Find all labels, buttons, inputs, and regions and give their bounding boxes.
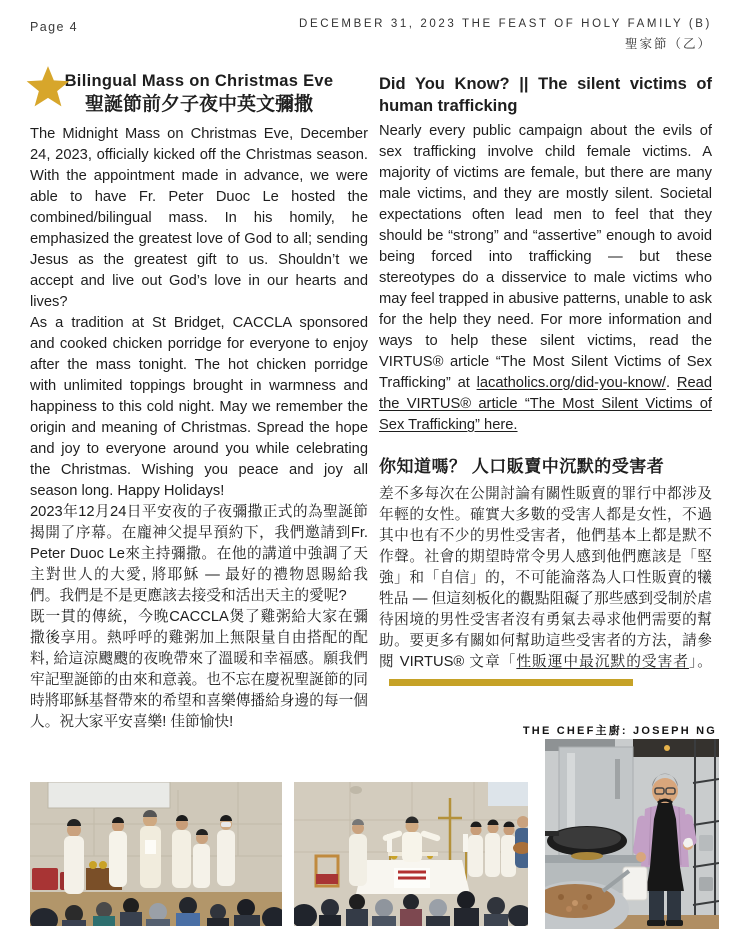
- masthead-subtitle-zh: 聖家節（乙）: [624, 37, 712, 51]
- photo-midnight-mass-altar-art: [294, 782, 528, 926]
- article1-paragraph-en-1: The Midnight Mass on Christmas Eve, December 24, 2023, officially kicked off the Christmas season. With the appointment made in advance, we were able to have Fr. Peter Duoc Le hosted the combined/bilingual mass. In his homily, he emphasized the greatest love of God to all; sending Jesus as the greatest gift to us. Shouldn’t we accept and live out God’s love in our hearts and lives?: [30, 126, 368, 310]
- photo-midnight-mass-clergy: [30, 782, 282, 926]
- star-icon: [26, 65, 70, 114]
- wall-sconce: [350, 786, 362, 794]
- article2-heading-zh: 你知道嗎？ 人口販賣中沉默的受害者: [379, 457, 665, 476]
- altar-servers: [468, 820, 516, 878]
- chef-photo-caption: THE CHEF主廚: JOSEPH NG: [522, 725, 717, 737]
- article1-paragraph-en-2: As a tradition at St Bridget, CACCLA sponsored and cooked chicken porridge for everyone to enjoy after the mass tonight. The hot chicken porridge with unlimited toppings brought in warmness and happiness to this cold night. May we remember the origin and meaning of Christmas. Spread the hope and joy to everyone around you while celebrating the Christmas. Wishing you peace and joy all season long. Happy Holidays!: [30, 315, 368, 499]
- projector-screen: [488, 782, 528, 806]
- masthead-date-title: DECEMBER 31, 2023 THE FEAST OF HOLY FAMILY (B): [299, 18, 712, 30]
- article1-paragraph-zh-2: 既一貫的傳統，今晚CACCLA煲了雞粥給大家在彌撒後享用。熱呼呼的雞粥加上無限量自由搭配的配料, 給這涼颼颼的夜晚帶來了溫暖和幸福感。願我們牢記聖誕節的由來和意義。也不忘在慶祝聖誕節的同時將耶穌基督帶來的希望和喜樂傳播給身邊的每一個人。祝大家平安喜樂! 佳節愉快!: [30, 609, 368, 730]
- left-column: [30, 70, 368, 733]
- photo-chef-art: [545, 739, 719, 929]
- page-number: Page 4: [30, 20, 79, 34]
- article2-zh-text: 差不多每次在公開討論有關性販賣的罪行中都涉及年輕的女性。確實大多數的受害人都是女性，不過其中也有不少的男性受害者，他們基本上都是默不作聲。社會的期望時常令男人感到他們應該是「堅強」和「自信」的，不可能淪落為人口性販賣的犧牲品 — 但這刻板化的觀點阻礙了那些感到受制於虐待困境的男性受害者沒有勇氣去尋求他們需要的幫助。要更多有關如何幫助這些受害者的方法，請參閱 VIRTUS® 文章「: [379, 486, 712, 670]
- article2-title: Did You Know? || The silent victims of human trafficking: [379, 75, 712, 115]
- article1-title-block: [30, 70, 368, 117]
- projector-screen: [48, 782, 170, 808]
- dark-ceiling: [633, 739, 719, 757]
- ceiling-light: [664, 745, 670, 751]
- virtus-article-link-en[interactable]: Read the VIRTUS® article “The Most Silent Victims of Sex Trafficking” here.: [379, 375, 712, 433]
- article2-en-separator: .: [666, 375, 677, 391]
- photo-chef-joseph-ng: [545, 739, 719, 929]
- gold-divider-bar: [389, 679, 633, 686]
- did-you-know-link[interactable]: lacatholics.org/did-you-know/: [476, 375, 667, 391]
- masthead: [299, 18, 712, 52]
- article1-paragraph-zh-1: 2023年12月24日平安夜的子夜彌撒正式的為聖誕節揭開了序幕。在龐神父提早預約下，我們邀請到Fr. Peter Duoc Le來主持彌撒。在他的講道中強調了天主對世人的大愛, 將耶穌 — 最好的禮物恩賜給我們。我們是不是更應該去接受和活出天主的愛呢?: [30, 504, 368, 604]
- right-column: [379, 73, 712, 694]
- article2-zh-closing: 」。: [688, 654, 712, 670]
- photo-midnight-mass-clergy-art: [30, 782, 282, 926]
- photo-midnight-mass-altar: [294, 782, 528, 926]
- article1-title-zh: 聖誕節前夕子夜中英文彌撒: [84, 94, 313, 115]
- article2-paragraph-en: [379, 121, 712, 436]
- virtus-article-link-zh[interactable]: 性販運中最沉默的受害者: [516, 654, 689, 670]
- article2-en-text: Nearly every public campaign about the evils of sex trafficking involve child female victims. A majority of victims are female, but there are many male victims, and they are mostly silent. Societal expectations often lead men to feel that they should be “strong” and “assertive” enough to avoid being forced into trafficking — but these stereotypes do a disservice to male victims who may feel trapped in abusive patterns, unable to ask for the help they need. For more information and ways to help these silent victims, read the VIRTUS® article “The Most Silent Victims of Sex Trafficking” at: [379, 123, 712, 391]
- article1-title-en: Bilingual Mass on Christmas Eve: [64, 72, 334, 90]
- article2-paragraph-zh: [379, 484, 712, 694]
